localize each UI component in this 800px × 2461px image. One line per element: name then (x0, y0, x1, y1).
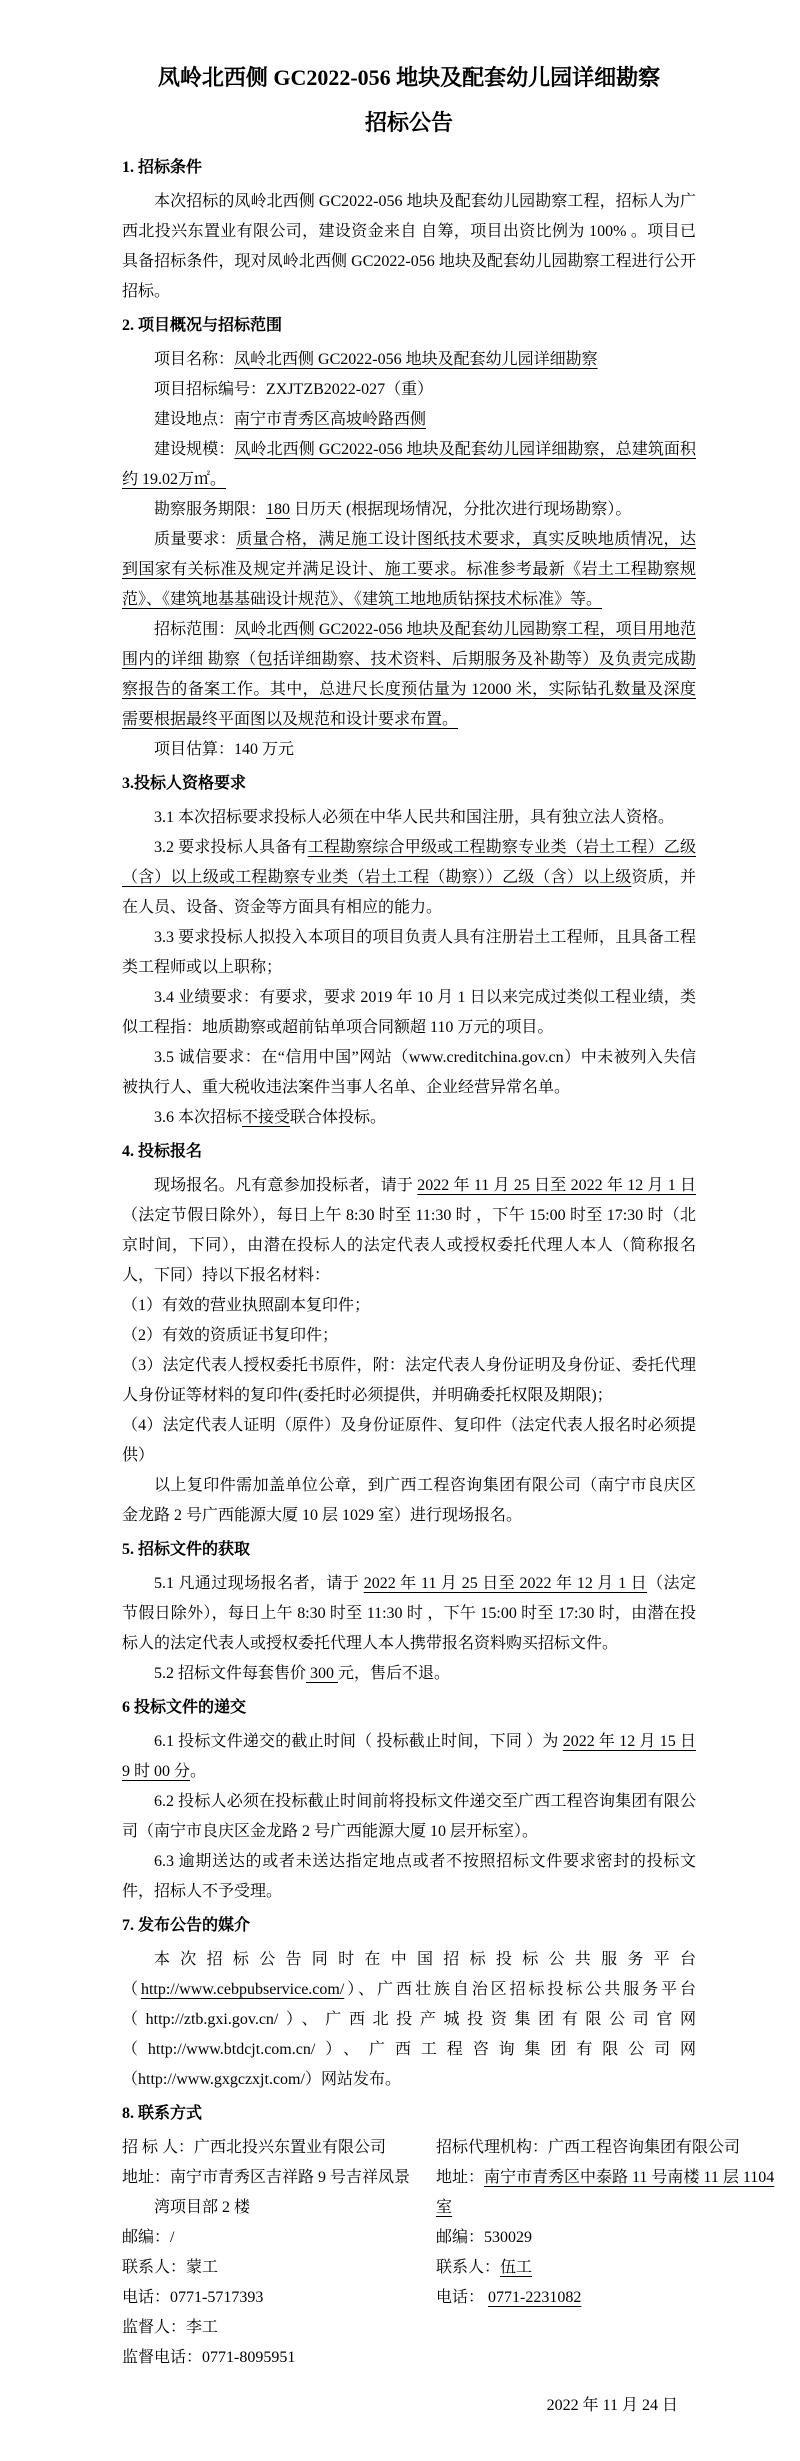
text-run: 3.2 要求投标人具备有 (154, 839, 308, 856)
text-run: （3）法定代表人授权委托书原件，附：法定代表人身份证明及身份证、委托代理人身份证等材料的复印件(委托时必须提供，并明确委托权限及期限)； (122, 1357, 696, 1404)
text-run: （2）有效的资质证书复印件； (122, 1327, 339, 1344)
paragraph (122, 1351, 696, 1411)
underlined-text: 质量合格，满足施工设计图纸技术要求，真实反映地质情况，达到国家有关标准及规定并满足设计、施工要求。标准参考最新《岩土工程勘察规范》、《建筑地基基础设计规范》、《建筑工地地质钻探技术标准》等。 (122, 531, 696, 608)
section-heading: 4. 投标报名 (122, 1143, 203, 1160)
text-run: 招 标 人：广西北投兴东置业有限公司 (122, 2139, 387, 2156)
contact-row (436, 2163, 782, 2223)
section-heading: 1. 招标条件 (122, 159, 203, 176)
paragraph (122, 833, 696, 923)
text-run: 现场报名。凡有意参加投标者，请于 (154, 1177, 418, 1194)
text-run: 质量要求： (154, 531, 237, 548)
text-run: 电话：0771-5717393 (122, 2289, 264, 2306)
section-heading: 8. 联系方式 (122, 2105, 203, 2122)
text-run: 联系人：蒙工 (122, 2259, 219, 2276)
section-heading: 3.投标人资格要求 (122, 775, 247, 792)
paragraph (122, 435, 696, 495)
contact-row (122, 2313, 418, 2343)
paragraph (122, 1171, 696, 1291)
underlined-text: 300 (306, 1665, 339, 1682)
paragraph (122, 1787, 696, 1847)
text-run: 以上复印件需加盖单位公章，到广西工程咨询集团有限公司（南宁市良庆区金龙路 2 号广西能源大厦 10 层 1029 室）进行现场报名。 (122, 1477, 696, 1524)
underlined-text: 2022 年 11 月 25 日至 2022 年 12 月 1 日 (363, 1575, 648, 1592)
document-title: 凤岭北西侧 GC2022-056 地块及配套幼儿园详细勘察 (157, 65, 661, 90)
paragraph (122, 405, 696, 435)
underlined-text: 凤岭北西侧 GC2022-056 地块及配套幼儿园详细勘察，总建筑面积约 19.02万㎡。 (122, 441, 696, 488)
text-run: 地址： (436, 2169, 485, 2186)
paragraph (122, 615, 696, 735)
paragraph (122, 1043, 696, 1103)
document-body (122, 153, 775, 2421)
text-run: （法定节假日除外），每日上午 8:30 时至 11:30 时 ，下午 15:00 时至 17:30 时（北京时间，下同），由潜在投标人的法定代表人或授权委托代理人本人（简称报名人，下同）持以下报名材料： (122, 1207, 696, 1284)
text-run: 。 (190, 1763, 207, 1780)
contact-row (122, 2253, 418, 2283)
contact-columns (122, 2133, 782, 2373)
text-run: 5.2 招标文件每套售价 (154, 1665, 307, 1682)
paragraph (122, 1659, 696, 1689)
text-run: 联合体投标。 (290, 1109, 387, 1126)
text-run: 3.5 诚信要求：在“信用中国”网站（www.creditchina.gov.cn）中未被列入失信被执行人、重大税收违法案件当事人名单、企业经营异常名单。 (122, 1049, 696, 1096)
paragraph (122, 1945, 696, 2095)
contact-column-tenderer (122, 2133, 418, 2373)
text-run: 监督人：李工 (122, 2319, 219, 2336)
underlined-text: 2022 年 11 月 25 日至 2022 年 12 月 1 日 (417, 1177, 696, 1194)
contact-row (122, 2223, 418, 2253)
text-run: 邮编：530029 (436, 2229, 533, 2246)
contact-row (122, 2163, 418, 2223)
paragraph (122, 923, 696, 983)
paragraph (122, 983, 696, 1043)
paragraph (122, 1471, 696, 1531)
contact-column-agent (436, 2133, 782, 2373)
section-heading: 7. 发布公告的媒介 (122, 1917, 251, 1934)
text-run: 本次招标的凤岭北西侧 GC2022-056 地块及配套幼儿园勘察工程，招标人为广西北投兴东置业有限公司，建设资金来自 自筹，项目出资比例为 100% 。项目已具备招标条件，现对凤岭北西侧 GC2022-056 地块及配套幼儿园勘察工程进行公开招标。 (122, 193, 696, 300)
text-run: 招标范围： (154, 621, 235, 638)
text-run: 3.1 本次招标要求投标人必须在中华人民共和国注册，具有独立法人资格。 (154, 809, 675, 826)
underlined-text: 凤岭北西侧 GC2022-056 地块及配套幼儿园勘察工程，项目用地范围内的详细 勘察（包括详细勘察、技术资料、后期服务及补勘等）及负责完成勘察报告的备案工作。其中，总进尺长度预估量为 12000 米，实际钻孔数量及深度需要根据最终平面图以及规范和设计要求布置。 (122, 621, 696, 728)
text-run: （4）法定代表人证明（原件）及身份证原件、复印件（法定代表人报名时必须提供） (122, 1417, 696, 1464)
text-run: 项目招标编号：ZXJTZB2022-027（重） (154, 381, 434, 398)
paragraph (122, 803, 696, 833)
text-run: ）、广西壮族自治区招标投标公共服务平台（http://ztb.gxi.gov.cn/）、广西北投产城投资集团有限公司官网（http://www.btdcjt.com.cn/）、广西工程咨询集团有限公司网（http://www.gxgczxjt.com/）网站发布。 (122, 1981, 696, 2088)
text-run: 6.3 逾期送达的或者未送达指定地点或者不按照招标文件要求密封的投标文件，招标人不予受理。 (122, 1853, 696, 1900)
underlined-text: 凤岭北西侧 GC2022-056 地块及配套幼儿园详细勘察 (234, 351, 598, 368)
underlined-text: 不接受 (242, 1109, 291, 1126)
document-subtitle: 招标公告 (364, 110, 453, 135)
underlined-text: 南宁市青秀区高坡岭路西侧 (234, 411, 427, 428)
contact-row (122, 2343, 418, 2373)
text-run: 监督电话：0771-8095951 (122, 2349, 296, 2366)
text-run: 3.3 要求投标人拟投入本项目的项目负责人具有注册岩土工程师，且具备工程类工程师或以上职称； (122, 929, 696, 976)
text-run: 元，售后不退。 (338, 1665, 451, 1682)
text-run: 项目估算：140 万元 (154, 741, 295, 758)
contact-row (436, 2283, 782, 2313)
underlined-text: 0771-2231082 (488, 2289, 582, 2306)
text-run: 本次招标公告同时在中国招标投标公共服务平台（ (122, 1951, 696, 1998)
paragraph (122, 1727, 696, 1787)
text-run: 5.1 凡通过现场报名者，请于 (154, 1575, 364, 1592)
paragraph (122, 187, 696, 307)
paragraph (122, 1411, 696, 1471)
paragraph (122, 495, 696, 525)
paragraph (122, 525, 696, 615)
text-run: 电话： (436, 2289, 489, 2306)
paragraph (122, 1569, 696, 1659)
paragraph (122, 375, 696, 405)
text-run: 招标代理机构：广西工程咨询集团有限公司 (436, 2139, 741, 2156)
document-date: 2022 年 11 月 24 日 (546, 2397, 678, 2414)
underlined-text: 180 (266, 501, 291, 518)
text-run: 地址：南宁市青秀区吉祥路 9 号吉祥凤景湾项目部 2 楼 (122, 2169, 411, 2216)
text-run: 3.6 本次招标 (154, 1109, 243, 1126)
paragraph (122, 735, 696, 765)
underlined-text: 工程勘察综合甲级或工程勘察专业类（岩土工程）乙级（含）以上级或工程勘察专业类（岩土工程（勘察））乙级（含）以上级 (122, 839, 696, 886)
underlined-text: 2022 年 12 月 15 日 9 时 00 分 (122, 1733, 696, 1780)
underlined-text: http://www.cebpubservice.com/ (140, 1981, 345, 1998)
text-run: 6.2 投标人必须在投标截止时间前将投标文件递交至广西工程咨询集团有限公司（南宁市良庆区金龙路 2 号广西能源大厦 10 层开标室）。 (122, 1793, 696, 1840)
underlined-text: 南宁市青秀区中泰路 11 号南楼 11 层 1104 室 (436, 2169, 775, 2216)
contact-row (436, 2133, 782, 2163)
text-run: 资质，并在人员、设备、资金等方面具有相应的能力。 (122, 869, 696, 916)
text-run: 勘察服务期限： (154, 501, 267, 518)
paragraph (122, 1321, 696, 1351)
text-run: （1）有效的营业执照副本复印件； (122, 1297, 371, 1314)
text-run: 6.1 投标文件递交的截止时间（ 投标截止时间，下同 ）为 (154, 1733, 563, 1750)
paragraph (122, 345, 696, 375)
section-heading: 5. 招标文件的获取 (122, 1541, 251, 1558)
contact-row (436, 2253, 782, 2283)
text-run: 建设规模： (154, 441, 235, 458)
section-heading: 2. 项目概况与招标范围 (122, 317, 283, 334)
text-run: 联系人： (436, 2259, 501, 2276)
contact-row (436, 2223, 782, 2253)
text-run: （法定节假日除外），每日上午 8:30 时至 11:30 时 ，下午 15:00 时至 17:30 时，由潜在投标人的法定代表人或授权委托代理人本人携带报名资料购买招标文件。 (122, 1575, 696, 1652)
section-heading: 6 投标文件的递交 (122, 1699, 247, 1716)
paragraph (122, 1847, 696, 1907)
text-run: 项目名称： (154, 351, 235, 368)
contact-row (122, 2133, 418, 2163)
text-run: 3.4 业绩要求：有要求，要求 2019 年 10 月 1 日以来完成过类似工程业绩，类似工程指：地质勘察或超前钻单项合同额超 110 万元的项目。 (122, 989, 696, 1036)
text-run: 邮编：/ (122, 2229, 175, 2246)
paragraph (122, 1291, 696, 1321)
paragraph (122, 1103, 696, 1133)
text-run: 建设地点： (154, 411, 235, 428)
contact-row (122, 2283, 418, 2313)
text-run: 日历天 (根据现场情况，分批次进行现场勘察）。 (290, 501, 632, 518)
underlined-text: 伍工 (500, 2259, 533, 2276)
